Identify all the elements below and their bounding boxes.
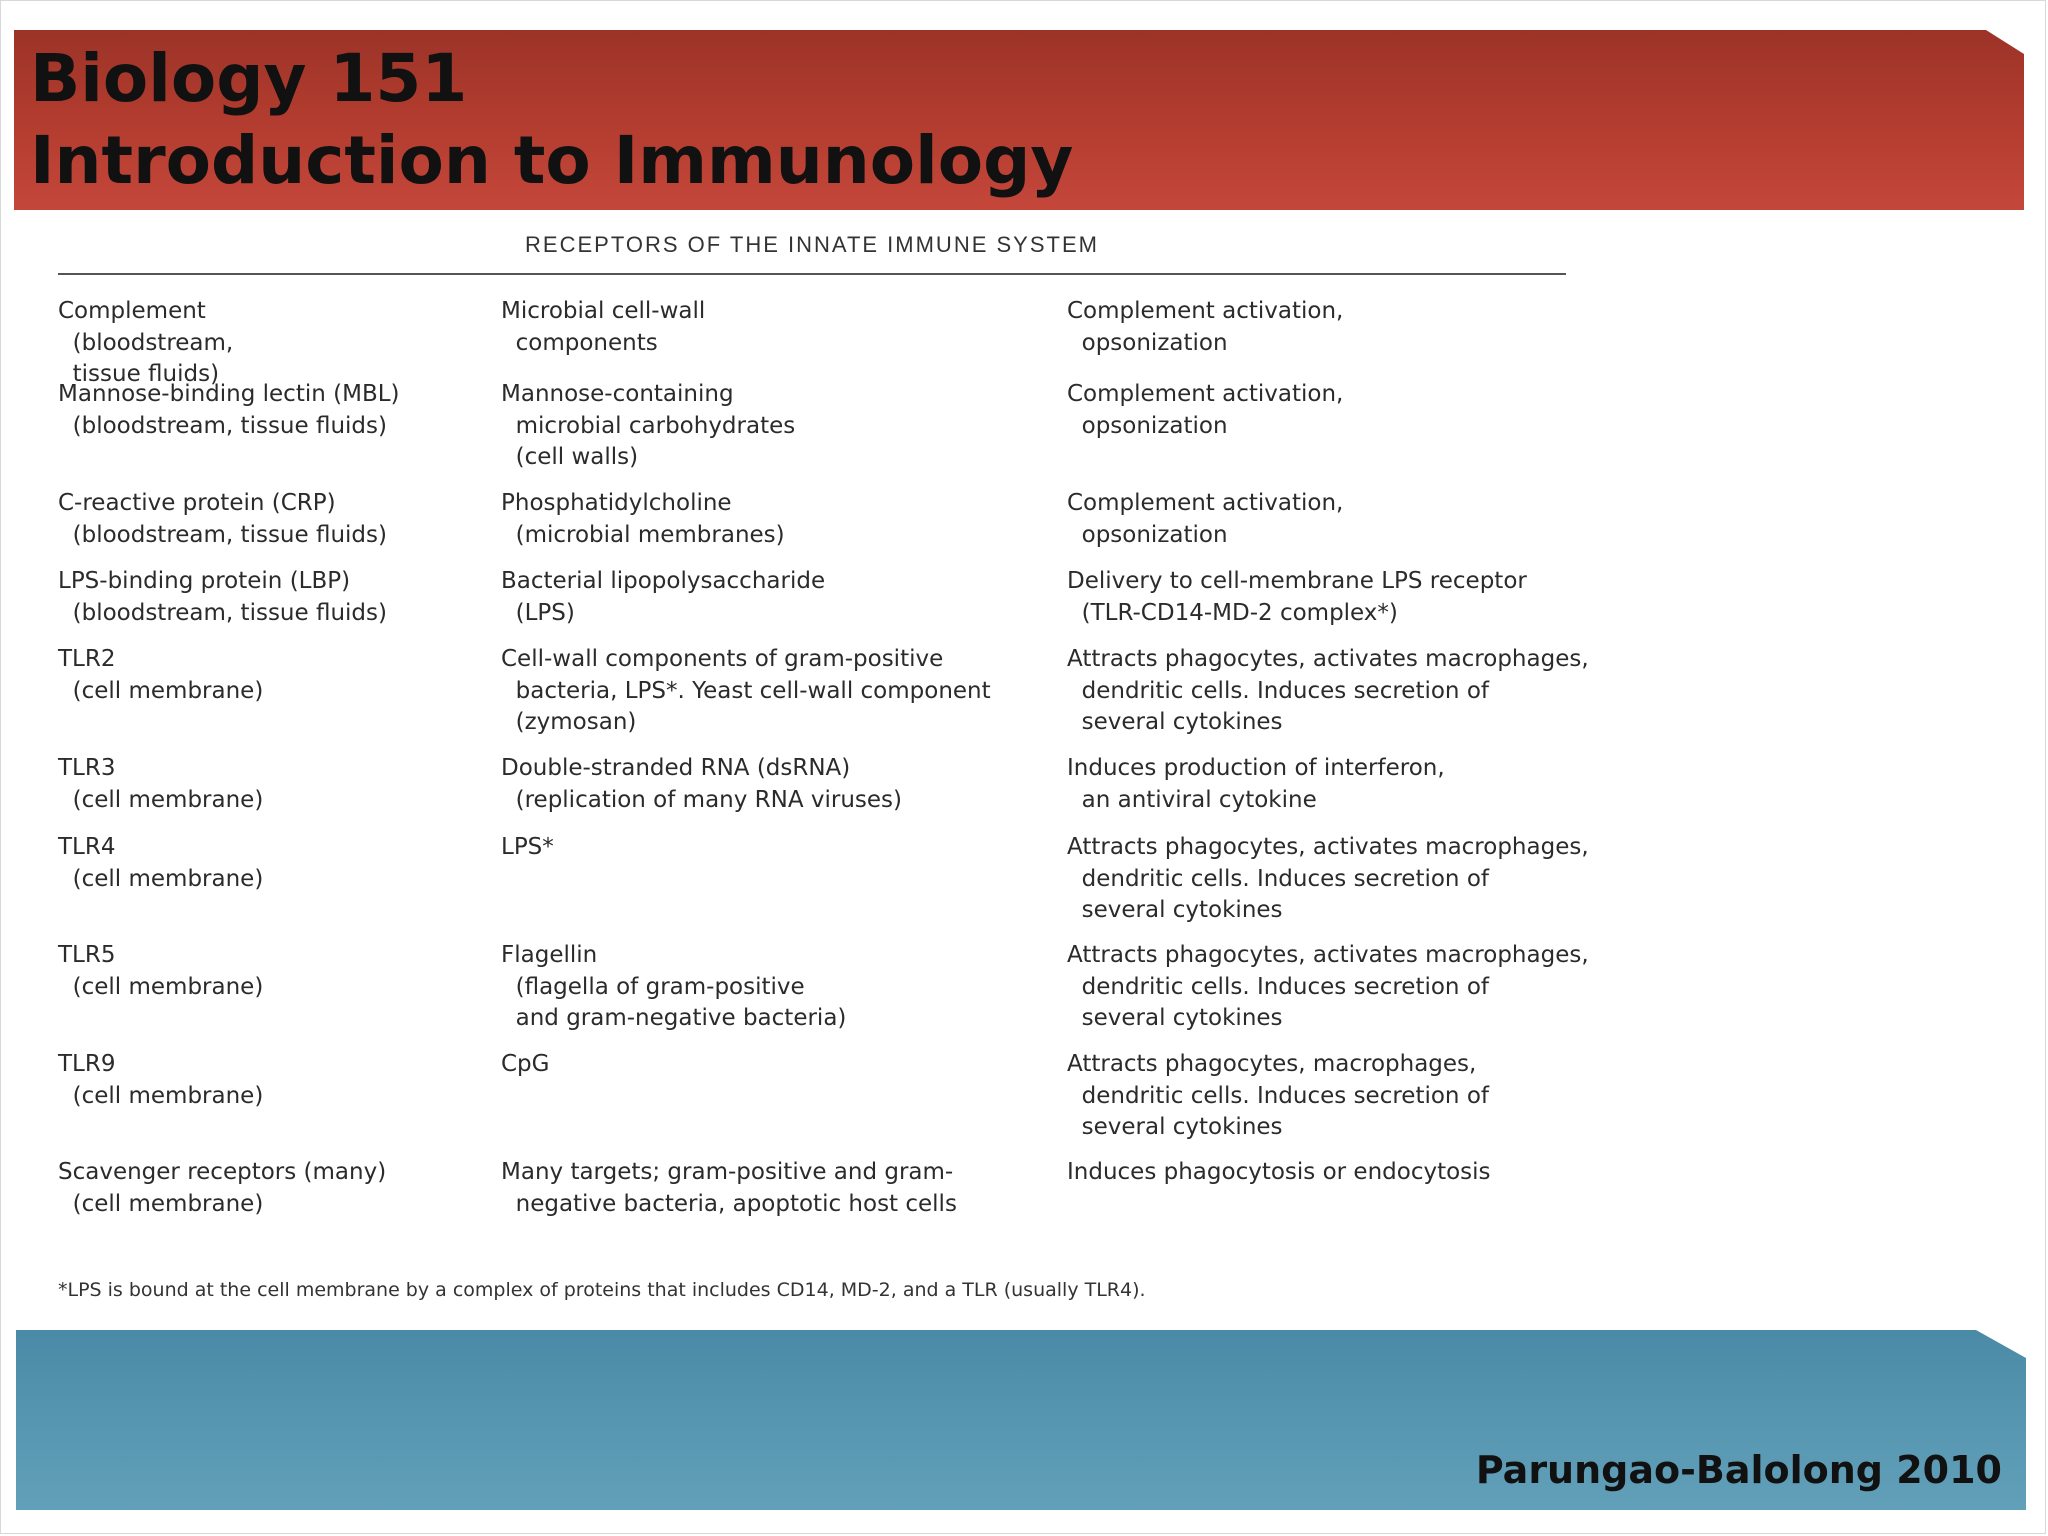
- effect-cell: Attracts phagocytes, activates macrophages, dendritic cells. Induces secretion of several cytokines: [1067, 834, 1589, 923]
- author-credit: Parungao-Balolong 2010: [1475, 1448, 2002, 1492]
- effect-cell: Induces phagocytosis or endocytosis: [1067, 1159, 1491, 1185]
- table-row: [58, 379, 1578, 488]
- receptor-cell: Complement (bloodstream, tissue fluids): [58, 298, 234, 387]
- table-row: [58, 940, 1589, 1049]
- table-footnote: *LPS is bound at the cell membrane by a complex of proteins that includes CD14, MD-2, and a TLR (usually TLR4).: [58, 1279, 1146, 1301]
- receptor-cell: Mannose-binding lectin (MBL) (bloodstream, tissue fluids): [58, 381, 400, 439]
- table-row: [58, 832, 1589, 940]
- effect-cell: Complement activation, opsonization: [1067, 381, 1344, 439]
- table-row: [58, 488, 1578, 566]
- target-cell: Double-stranded RNA (dsRNA) (replication of many RNA viruses): [501, 755, 903, 813]
- receptor-cell: Scavenger receptors (many) (cell membrane): [58, 1159, 387, 1217]
- receptor-cell: TLR5 (cell membrane): [58, 942, 264, 1000]
- table-row: [58, 1157, 1578, 1235]
- effect-cell: Induces production of interferon, an antiviral cytokine: [1067, 755, 1445, 813]
- table-rule: [58, 273, 1566, 275]
- effect-cell: Attracts phagocytes, activates macrophages, dendritic cells. Induces secretion of several cytokines: [1067, 942, 1589, 1031]
- table-row: [58, 644, 1589, 753]
- table-row: [58, 566, 1578, 644]
- receptor-cell: TLR2 (cell membrane): [58, 646, 264, 704]
- target-cell: CpG: [501, 1051, 550, 1077]
- effect-cell: Attracts phagocytes, macrophages, dendritic cells. Induces secretion of several cytokines: [1067, 1051, 1489, 1140]
- target-cell: Many targets; gram-positive and gram- negative bacteria, apoptotic host cells: [501, 1159, 957, 1217]
- table-row: [58, 1049, 1578, 1157]
- target-cell: LPS*: [501, 834, 554, 860]
- target-cell: Flagellin (flagella of gram-positive and gram-negative bacteria): [501, 942, 847, 1031]
- receptor-table: [58, 296, 1589, 1235]
- course-name: Introduction to Immunology: [30, 122, 1074, 199]
- target-cell: Cell-wall components of gram-positive bacteria, LPS*. Yeast cell-wall component (zymosan): [501, 646, 991, 735]
- receptor-cell: TLR4 (cell membrane): [58, 834, 264, 892]
- slide-title: [30, 38, 1073, 202]
- effect-cell: Complement activation, opsonization: [1067, 490, 1344, 548]
- target-cell: Bacterial lipopolysaccharide (LPS): [501, 568, 826, 626]
- table-row: [58, 753, 1578, 832]
- target-cell: Phosphatidylcholine (microbial membranes): [501, 490, 785, 548]
- effect-cell: Delivery to cell-membrane LPS receptor (TLR-CD14-MD-2 complex*): [1067, 568, 1527, 626]
- course-number: Biology 151: [30, 40, 468, 117]
- receptor-cell: TLR3 (cell membrane): [58, 755, 264, 813]
- table-row: [58, 296, 1578, 387]
- receptor-cell: TLR9 (cell membrane): [58, 1051, 264, 1109]
- table-caption: RECEPTORS OF THE INNATE IMMUNE SYSTEM: [525, 232, 1099, 257]
- receptor-cell: LPS-binding protein (LBP) (bloodstream, tissue fluids): [58, 568, 387, 626]
- target-cell: Mannose-containing microbial carbohydrates (cell walls): [501, 381, 796, 470]
- effect-cell: Complement activation, opsonization: [1067, 298, 1344, 356]
- target-cell: Microbial cell-wall components: [501, 298, 706, 356]
- receptor-cell: C-reactive protein (CRP) (bloodstream, tissue fluids): [58, 490, 387, 548]
- effect-cell: Attracts phagocytes, activates macrophages, dendritic cells. Induces secretion of several cytokines: [1067, 646, 1589, 735]
